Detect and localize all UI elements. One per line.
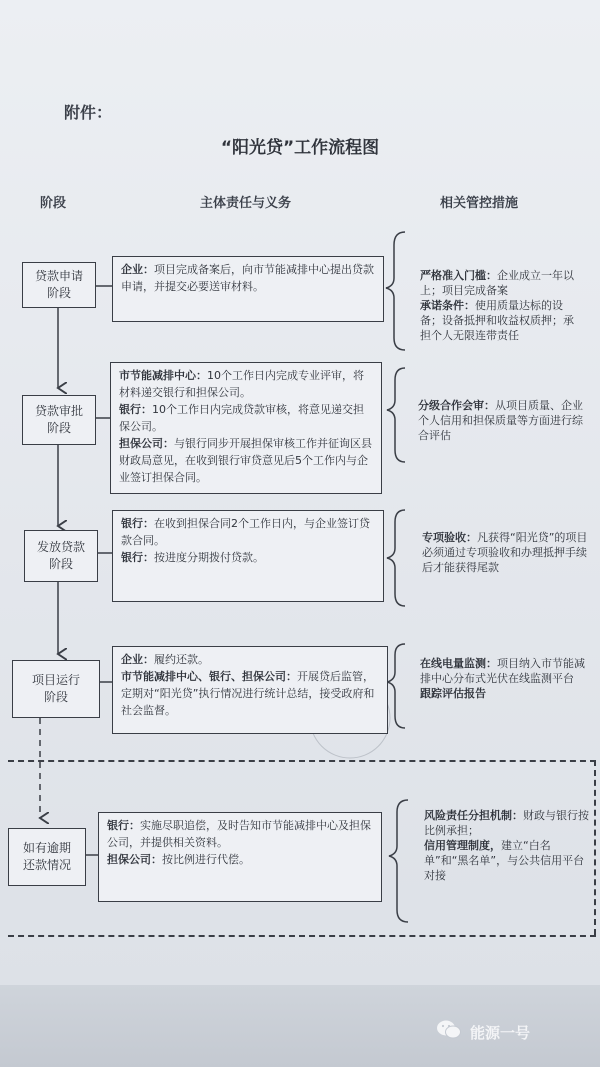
header-measures: 相关管控措施 <box>440 196 519 211</box>
brace-5 <box>389 800 408 922</box>
brace-1 <box>386 232 405 350</box>
stage-box-loan-approval: 贷款审批 阶段 <box>22 395 96 445</box>
stage-box-loan-disbursement: 发放贷款 阶段 <box>24 530 98 582</box>
brace-2 <box>387 368 405 462</box>
stage-box-project-operation: 项目运行 阶段 <box>12 660 100 718</box>
stage-box-overdue: 如有逾期 还款情况 <box>8 828 86 886</box>
measures-overdue: 风险责任分担机制：财政与银行按比例承担； 信用管理制度，建立“白名单”和“黑名单”，与公共信用平台对接 <box>424 809 589 882</box>
stage-box-loan-application: 贷款申请 阶段 <box>22 262 96 308</box>
resp-box-overdue: 银行：实施尽职追偿，及时告知市节能减排中心及担保公司，并提供相关资料。 担保公司：按比例进行代偿。 <box>98 812 382 902</box>
measures-loan-approval: 分级合作会审：从项目质量、企业个人信用和担保质量等方面进行综合评估 <box>418 399 583 442</box>
overdue-border-right <box>594 760 596 935</box>
measures-project-operation: 在线电量监测：项目纳入市节能减排中心分布式光伏在线监测平台 跟踪评估报告 <box>420 657 585 700</box>
resp-box-loan-approval: 市节能减排中心：10个工作日内完成专业评审，将材料递交银行和担保公司。 银行：10个工作日内完成贷款审核，将意见递交担保公司。 担保公司：与银行同步开展担保审核工作并征询区县财政局意见，在收到银行审贷意见后5个工作内与企业签订担保合同。 <box>110 362 382 494</box>
watermark-text: 能源一号 <box>470 1024 531 1042</box>
document-title: “阳光贷”工作流程图 <box>220 138 380 158</box>
header-stage: 阶段 <box>40 196 67 211</box>
header-responsibility: 主体责任与义务 <box>200 196 292 211</box>
overdue-border-bottom <box>8 935 596 937</box>
brace-3 <box>387 510 405 606</box>
resp-box-project-operation: 企业：履约还款。 市节能减排中心、银行、担保公司：开展贷后监管，定期对“阳光贷”执行情况进行统计总结，接受政府和社会监督。 <box>112 646 388 734</box>
wechat-icon <box>436 1018 462 1040</box>
measures-loan-application: 严格准入门槛：企业成立一年以上；项目完成备案 承诺条件：使用质量达标的设备；设备抵押和收益权质押；承担个人无限连带责任 <box>420 269 574 342</box>
resp-box-loan-disbursement: 银行：在收到担保合同2个工作日内，与企业签订贷款合同。 银行：按进度分期拨付贷款。 <box>112 510 384 602</box>
measures-loan-disbursement: 专项验收：凡获得“阳光贷”的项目必须通过专项验收和办理抵押手续后才能获得尾款 <box>422 531 588 574</box>
overdue-border-top <box>8 760 596 762</box>
resp-box-loan-application: 企业：项目完成备案后，向市节能减排中心提出贷款申请，并提交必要送审材料。 <box>112 256 384 322</box>
attachment-label: 附件： <box>64 103 113 122</box>
